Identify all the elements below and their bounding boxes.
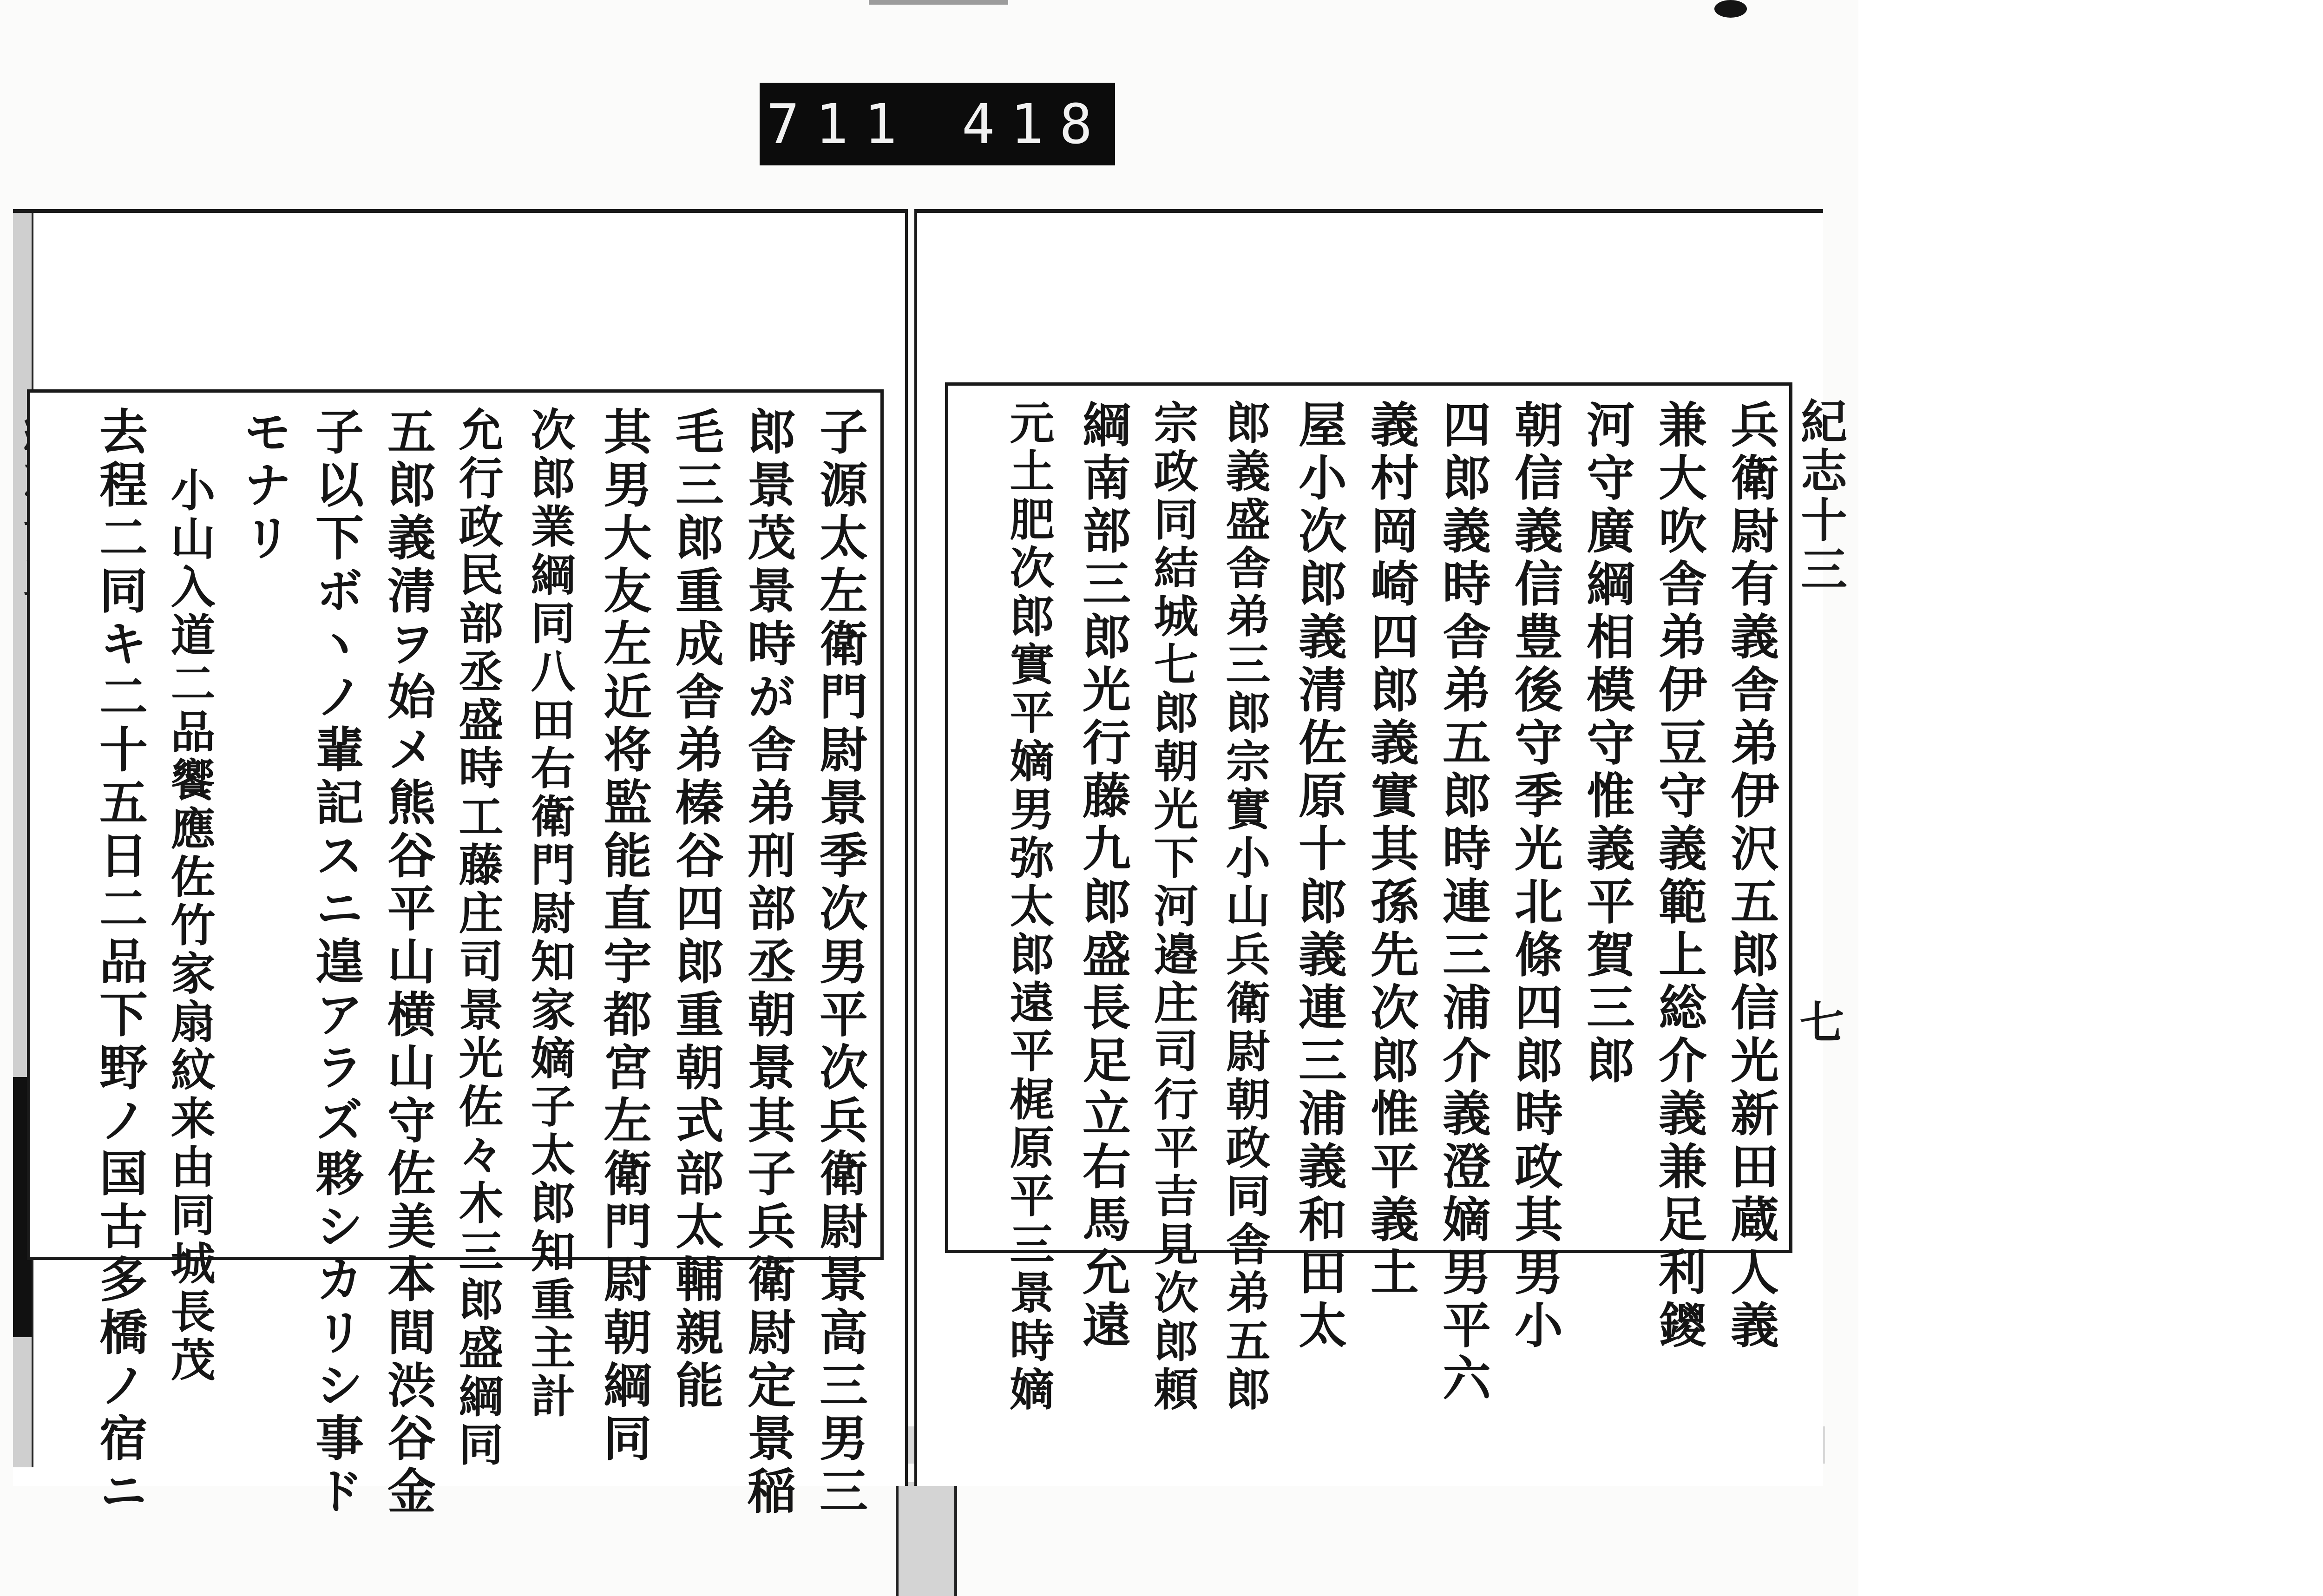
left-section-heading: 小山入道二品饗應佐竹家扇紋来由同城長茂 (164, 467, 216, 1385)
left-column-3: 毛三郎重成舎弟榛谷四郎重朝式部太輔親能 (667, 407, 724, 1413)
open-book (13, 209, 1848, 1596)
left-column-1: 子源太左衛門尉景季次男平次兵衛尉景高三男三 (811, 407, 868, 1519)
left-column-6: 允行政民部丞盛時工藤庄司景光佐々木三郎盛綱同 (452, 407, 504, 1470)
right-column-8: 郎義盛舎弟三郎宗實小山兵衛尉朝政同舎弟五郎 (1219, 400, 1271, 1414)
right-column-4: 朝信義信豊後守季光北條四郎時政其男小 (1506, 400, 1563, 1353)
left-column-9: モナリ (235, 407, 292, 565)
call-number-label: 711 418 (760, 83, 1115, 165)
left-page (13, 209, 908, 1519)
left-text-frame (27, 389, 884, 1519)
left-column-4: 其男大友左近将監能直宇都宮左衛門尉朝綱同 (595, 407, 652, 1466)
left-column-5: 次郎業綱同八田右衛門尉知家嫡子太郎知重主計 (524, 407, 576, 1421)
left-column-7: 五郎義清ヲ始メ熊谷平山横山守佐美本間渋谷金 (379, 407, 436, 1519)
right-column-2: 兼大吹舎弟伊豆守義範上総介義兼足利鑁 (1650, 400, 1707, 1353)
left-column-8: 子以下ボヽノ輩記スニ遑アラズ夥シカリシ事ド (307, 407, 364, 1519)
right-page-mark: 七 (1792, 999, 1845, 1044)
right-column-11: 元土肥次郎實平嫡男弥太郎遠平梶原平三景時嫡 (1003, 400, 1055, 1414)
top-edge-mark (869, 0, 1008, 5)
left-column-2: 郎景茂景時が舎弟刑部丞朝景其子兵衛尉定景稲 (739, 407, 796, 1519)
right-column-3: 河守廣綱相模守惟義平賀三郎 (1578, 400, 1635, 1088)
right-column-10: 綱南部三郎光行藤九郎盛長足立右馬允遠 (1074, 400, 1131, 1353)
book-gutter (896, 1482, 957, 1596)
right-column-1: 兵衛尉有義舎弟伊沢五郎信光新田蔵人義 (1722, 400, 1779, 1353)
right-column-6: 義村岡崎四郎義實其孫先次郎惟平義土 (1362, 400, 1419, 1300)
right-column-7: 屋小次郎義清佐原十郎義連三浦義和田太 (1290, 400, 1347, 1353)
left-column-11: 去程二同キ二十五日二品下野ノ国古多橋ノ宿ニ (91, 407, 148, 1519)
right-page (914, 209, 1823, 1486)
ink-smudge (1714, 0, 1747, 18)
right-running-head: 紀志十三 (1793, 397, 1848, 594)
right-column-9: 宗政同結城七郎朝光下河邉庄司行平吉見次郎頼 (1147, 400, 1199, 1414)
right-column-5: 四郎義時舎弟五郎時連三浦介義澄嫡男平六 (1434, 400, 1491, 1406)
right-text-frame (945, 382, 1792, 1414)
